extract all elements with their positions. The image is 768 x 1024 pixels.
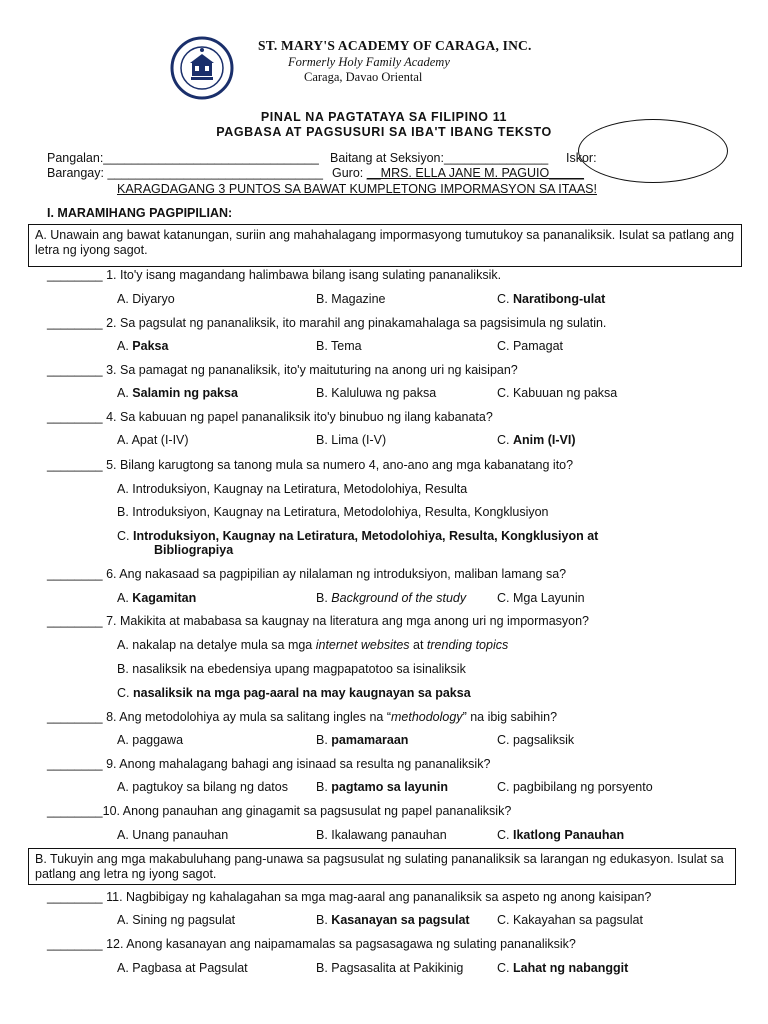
- q6-option-a: A. Kagamitan: [117, 591, 197, 605]
- q3-option-c: C. Kabuuan ng paksa: [497, 386, 618, 400]
- q10-option-c: C. Ikatlong Panauhan: [497, 828, 625, 842]
- q3-option-a: A. Salamin ng paksa: [117, 386, 238, 400]
- teacher-label: Guro:: [332, 166, 367, 180]
- q7-option-a: A. nakalap na detalye mula sa mga internet websites at trending topics: [117, 638, 509, 652]
- q12-option-a: A. Pagbasa at Pagsulat: [117, 961, 248, 975]
- q4-option-a: A. Apat (I-IV): [117, 433, 189, 447]
- grade-section-field[interactable]: Baitang at Seksiyon:_______________: [330, 151, 549, 165]
- exam-title: PINAL NA PAGTATAYA SA FILIPINO 11: [260, 110, 508, 124]
- school-former-name: Formerly Holy Family Academy: [288, 55, 450, 69]
- q5-option-a: A. Introduksiyon, Kaugnay na Letiratura, Metodolohiya, Resulta: [117, 482, 468, 496]
- barangay-field[interactable]: Barangay: _______________________________: [47, 166, 323, 180]
- q6-option-c: C. Mga Layunin: [497, 591, 585, 605]
- school-seal-logo: [170, 36, 234, 100]
- question-4: ________ 4. Sa kabuuan ng papel pananaliksik ito'y binubuo ng ilang kabanata?: [47, 410, 493, 424]
- question-2: ________ 2. Sa pagsulat ng pananaliksik, ito marahil ang pinakamahalaga sa pagsisimula ng sulatin.: [47, 316, 607, 330]
- section-title: I. MARAMIHANG PAGPIPILIAN:: [47, 206, 233, 220]
- question-3: ________ 3. Sa pamagat ng pananaliksik, ito'y maituturing na anong uri ng kaisipan?: [47, 363, 518, 377]
- q12-option-c: C. Lahat ng nabanggit: [497, 961, 629, 975]
- q10-option-a: A. Unang panauhan: [117, 828, 229, 842]
- q5-option-b: B. Introduksiyon, Kaugnay na Letiratura, Metodolohiya, Resulta, Kongklusiyon: [117, 505, 549, 519]
- question-1: ________ 1. Ito'y isang magandang halimbawa bilang isang sulating pananaliksik.: [47, 268, 502, 282]
- school-name: ST. MARY'S ACADEMY OF CARAGA, INC.: [258, 38, 532, 53]
- question-10: ________10. Anong panauhan ang ginagamit sa pagsusulat ng papel pananaliksik?: [47, 804, 512, 818]
- q6-option-b: B. Background of the study: [316, 591, 467, 605]
- q10-option-b: B. Ikalawang panauhan: [316, 828, 447, 842]
- q8-option-b: B. pamamaraan: [316, 733, 409, 747]
- question-8: ________ 8. Ang metodolohiya ay mula sa salitang ingles na “methodology” na ibig sabihin?: [47, 710, 558, 724]
- q5-option-c-cont: Bibliograpiya: [154, 543, 234, 557]
- name-field[interactable]: Pangalan:_______________________________: [47, 151, 319, 165]
- score-oval: [578, 119, 728, 183]
- q12-option-b: B. Pagsasalita at Pakikinig: [316, 961, 464, 975]
- q4-option-c: C. Anim (I-VI): [497, 433, 576, 447]
- q11-option-c: C. Kakayahan sa pagsulat: [497, 913, 643, 927]
- bonus-notice: KARAGDAGANG 3 PUNTOS SA BAWAT KUMPLETONG IMPORMASYON SA ITAAS!: [117, 182, 597, 196]
- q2-option-c: C. Pamagat: [497, 339, 564, 353]
- q7-option-b: B. nasaliksik na ebedensiya upang magpapatotoo sa isinaliksik: [117, 662, 466, 676]
- q9-option-b: B. pagtamo sa layunin: [316, 780, 448, 794]
- question-6: ________ 6. Ang nakasaad sa pagpipilian ay nilalaman ng introduksiyon, maliban lamang sa?: [47, 567, 567, 581]
- exam-subtitle: PAGBASA AT PAGSUSURI SA IBA'T IBANG TEKSTO: [216, 125, 552, 139]
- q2-option-b: B. Tema: [316, 339, 362, 353]
- score-label: Iskor:: [566, 151, 597, 165]
- school-location: Caraga, Davao Oriental: [304, 70, 423, 84]
- instruction-box-b: B. Tukuyin ang mga makabuluhang pang-unawa sa pagsusulat ng sulating pananaliksik sa larangan ng edukasyon. Isulat sa patlang ang letra ng iyong sagot.: [28, 848, 736, 885]
- q11-option-a: A. Sining ng pagsulat: [117, 913, 236, 927]
- q3-option-b: B. Kaluluwa ng paksa: [316, 386, 437, 400]
- question-11: ________ 11. Nagbibigay ng kahalagahan sa mga mag-aaral ang pananaliksik sa aspeto ng anong kaisipan?: [47, 890, 652, 904]
- q7-option-c: C. nasaliksik na mga pag-aaral na may kaugnayan sa paksa: [117, 686, 471, 700]
- q8-option-a: A. paggawa: [117, 733, 184, 747]
- q5-option-c: C. Introduksiyon, Kaugnay na Letiratura, Metodolohiya, Resulta, Kongklusiyon at: [117, 529, 599, 543]
- question-7: ________ 7. Makikita at mababasa sa kaugnay na literatura ang mga anong uri ng impormasyon?: [47, 614, 590, 628]
- teacher-name: __MRS. ELLA JANE M. PAGUIO_____: [366, 166, 584, 180]
- q9-option-a: A. pagtukoy sa bilang ng datos: [117, 780, 288, 794]
- q11-option-b: B. Kasanayan sa pagsulat: [316, 913, 470, 927]
- q1-option-b: B. Magazine: [316, 292, 386, 306]
- question-5: ________ 5. Bilang karugtong sa tanong mula sa numero 4, ano-ano ang mga kabanatang ito?: [47, 458, 574, 472]
- q1-option-c: C. Naratibong-ulat: [497, 292, 606, 306]
- question-12: ________ 12. Anong kasanayan ang naipamamalas sa pagsasagawa ng sulating pananaliksik?: [47, 937, 576, 951]
- q4-option-b: B. Lima (I-V): [316, 433, 387, 447]
- teacher-field: [332, 166, 584, 180]
- instruction-box-a: A. Unawain ang bawat katanungan, suriin ang mahahalagang impormasyong tumutukoy sa pananaliksik. Isulat sa patlang ang letra ng iyong sagot.: [28, 224, 742, 267]
- q9-option-c: C. pagbibilang ng porsyento: [497, 780, 653, 794]
- question-9: ________ 9. Anong mahalagang bahagi ang isinaad sa resulta ng pananaliksik?: [47, 757, 491, 771]
- q1-option-a: A. Diyaryo: [117, 292, 175, 306]
- q8-option-c: C. pagsaliksik: [497, 733, 575, 747]
- q2-option-a: A. Paksa: [117, 339, 169, 353]
